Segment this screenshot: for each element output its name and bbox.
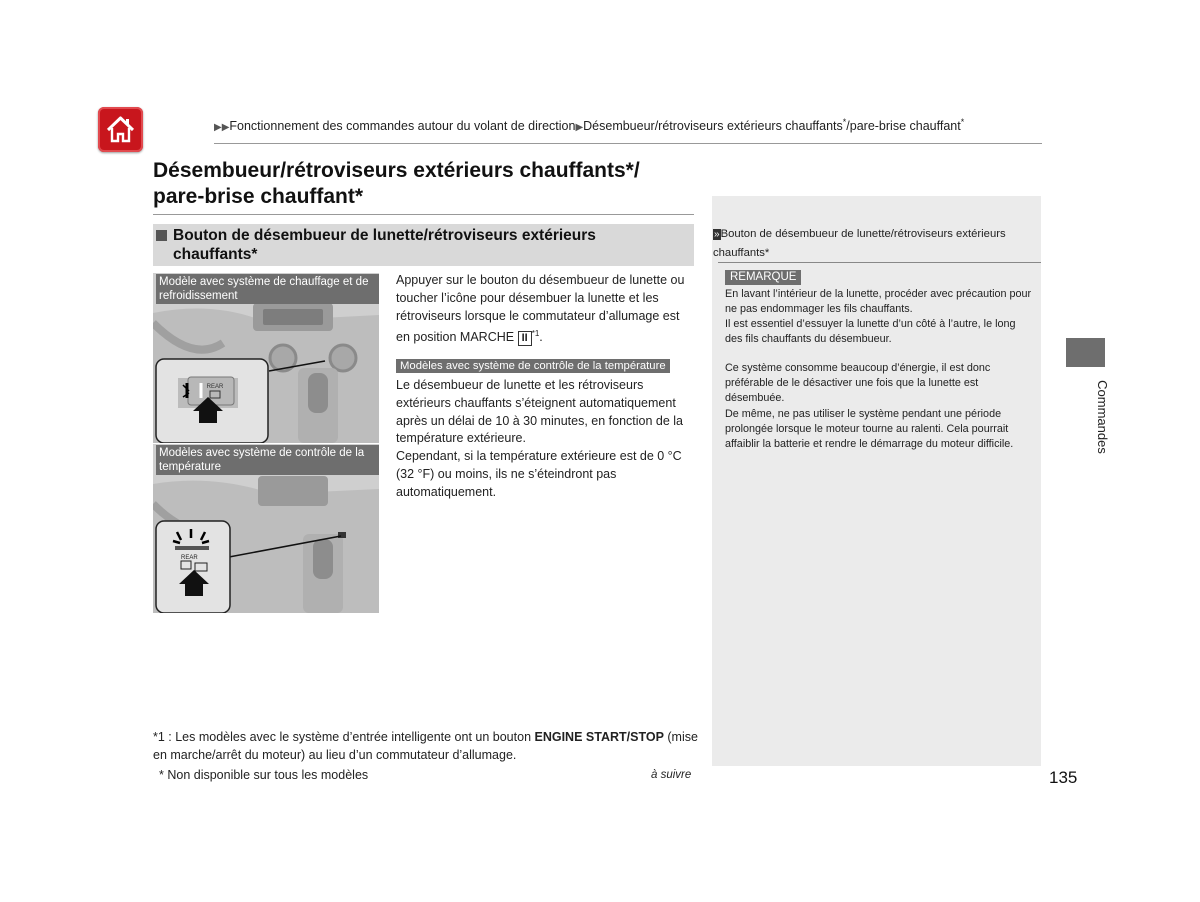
side-note-1: En lavant l’intérieur de la lunette, procéder avec précaution pour ne pas endommager les fils chauffants. [725, 288, 1032, 316]
svg-text:REAR: REAR [206, 384, 224, 390]
breadcrumb-star: * [960, 117, 965, 127]
footnote-text-end: (mise en marche/arrêt du moteur) au lieu d’un commutateur d’allumage. [153, 730, 698, 762]
section-bullet-icon [156, 230, 167, 241]
side-note-2: Il est essentiel d’essuyer la lunette d’un côté à l’autre, le long des fils chauffants du désembueur. [725, 318, 1016, 346]
footnote-text: *1 : Les modèles avec le système d’entrée intelligente ont un bouton [153, 730, 535, 744]
title-divider [153, 214, 694, 215]
breadcrumb-star: * [842, 117, 847, 127]
image-caption: Modèle avec système de chauffage et de refroidissement [156, 274, 379, 304]
section-heading-line1: Bouton de désembueur de lunette/rétroviseurs extérieurs [173, 227, 596, 244]
footnote [153, 728, 698, 764]
illustration-heating-cooling [153, 273, 379, 443]
availability-note: * Non disponible sur tous les modèles [159, 768, 369, 782]
section-heading-line2: chauffants* [173, 246, 258, 263]
header-divider [214, 143, 1042, 144]
page-number: 135 [1049, 768, 1078, 787]
continued-note: à suivre [651, 769, 692, 781]
page-title-line2: pare-brise chauffant* [153, 185, 364, 208]
instruction-text: Appuyer sur le bouton du désembueur de lunette ou toucher l’icône pour désembuer la lunette et les rétroviseurs lorsque le commutateur d’allumage est en position MARCHE [396, 273, 685, 345]
breadcrumb-arrow-icon: ▶▶ [214, 122, 230, 134]
instruction-paragraph [396, 271, 696, 346]
image-caption: Modèles avec système de contrôle de la température [156, 445, 379, 475]
side-ref-title-text: Bouton de désembueur de lunette/rétroviseurs extérieurs chauffants* [713, 228, 1006, 259]
low-temp-text: Cependant, si la température extérieure est de 0 °C (32 °F) ou moins, ils ne s’éteindront pas automatiquement. [396, 449, 682, 499]
side-note-3: Ce système consomme beaucoup d’énergie, il est donc préférable de le désactiver une fois que la lunette est désembuée. [725, 362, 991, 405]
side-ref-title[interactable] [713, 225, 1033, 263]
rear-label: REAR [181, 555, 198, 561]
page-title-line1: Désembueur/rétroviseurs extérieurs chauffants*/ [153, 159, 640, 182]
side-divider [718, 262, 1041, 263]
side-note-4: De même, ne pas utiliser le système pendant une période prolongée lorsque le moteur tourne au ralenti. Cela pourrait affaiblir la batterie et rendre le démarrage du moteur difficile. [725, 408, 1014, 451]
breadcrumb-current: Désembueur/rétroviseurs extérieurs chauffants [583, 119, 843, 134]
footnote-ref: *1 [531, 329, 540, 338]
auto-off-paragraph [396, 377, 696, 502]
auto-off-text: Le désembueur de lunette et les rétroviseurs extérieurs chauffants s’éteignent automatiquement après un délai de 10 à 30 minutes, en fonction de la température extérieure. [396, 378, 684, 446]
section-heading [153, 224, 694, 266]
page-title [153, 158, 693, 210]
footnote-button-name: ENGINE START/STOP [534, 730, 664, 744]
reference-arrow-icon: » [714, 229, 720, 240]
home-icon [104, 113, 137, 146]
ignition-key-symbol: II [518, 331, 532, 346]
breadcrumb-separator-icon: ▶ [575, 122, 584, 134]
chapter-tab-label[interactable]: Commandes [1095, 380, 1110, 454]
chapter-tab-marker[interactable] [1066, 338, 1105, 367]
breadcrumb [214, 117, 1044, 133]
model-tag: Modèles avec système de contrôle de la température [396, 359, 670, 373]
home-button[interactable] [98, 107, 143, 152]
instruction-end: . [539, 330, 543, 345]
breadcrumb-current-2: /pare-brise chauffant [846, 119, 961, 134]
remarque-badge: REMARQUE [725, 270, 801, 285]
breadcrumb-link-commands[interactable]: Fonctionnement des commandes autour du volant de direction [229, 119, 576, 134]
illustration-temperature-control [153, 444, 379, 613]
